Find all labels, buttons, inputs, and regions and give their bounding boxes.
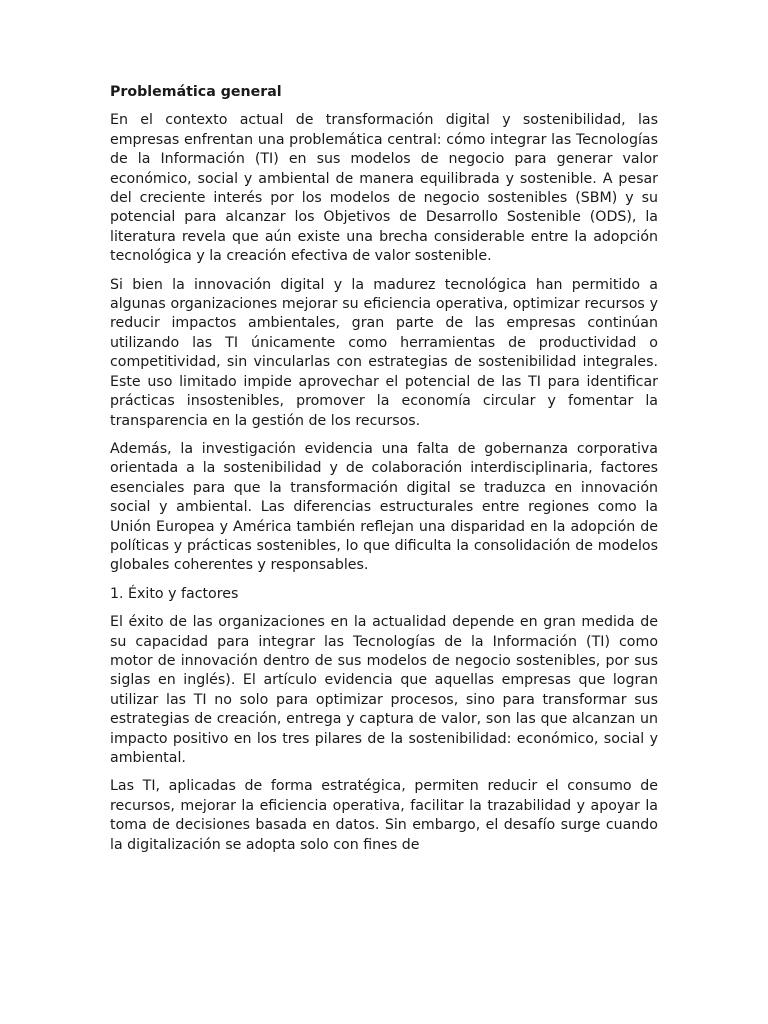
- document-page: [110, 83, 658, 864]
- document-title: Problemática general: [110, 84, 282, 100]
- section-heading: 1. Éxito y factores: [110, 585, 239, 602]
- paragraph: El éxito de las organizaciones en la actualidad depende en gran medida de su capacidad para integrar las Tecnologías de la Información (TI) como motor de innovación dentro de sus modelos de negocio sostenibles, por sus siglas en inglés). El artículo evidencia que aquellas empresas que logran utilizar las TI no solo para optimizar procesos, sino para transformar sus estrategias de creación, entrega y captura de valor, son las que alcanzan un impacto positivo en los tres pilares de la sostenibilidad: económico, social y ambiental.: [110, 614, 658, 766]
- paragraph: Además, la investigación evidencia una falta de gobernanza corporativa orientada a la sostenibilidad y de colaboración interdisciplinaria, factores esenciales para que la transformación digital se traduzca en innovación social y ambiental. Las diferencias estructurales entre regiones como la Unión Europea y América también reflejan una disparidad en la adopción de políticas y prácticas sostenibles, lo que dificulta la consolidación de modelos globales coherentes y responsables.: [110, 440, 658, 574]
- paragraph: Si bien la innovación digital y la madurez tecnológica han permitido a algunas organizaciones mejorar su eficiencia operativa, optimizar recursos y reducir impactos ambientales, gran parte de las empresas continúan utilizando las TI únicamente como herramientas de productividad o competitividad, sin vincularlas con estrategias de sostenibilidad integrales. Este uso limitado impide aprovechar el potencial de las TI para identificar prácticas insostenibles, promover la economía circular y fomentar la transparencia en la gestión de los recursos.: [110, 276, 658, 429]
- paragraph: En el contexto actual de transformación digital y sostenibilidad, las empresas enfrentan una problemática central: cómo integrar las Tecnologías de la Información (TI) en sus modelos de negocio para generar valor económico, social y ambiental de manera equilibrada y sostenible. A pesar del creciente interés por los modelos de negocio sostenibles (SBM) y su potencial para alcanzar los Objetivos de Desarrollo Sostenible (ODS), la literatura revela que aún existe una brecha considerable entre la adopción tecnológica y la creación efectiva de valor sostenible.: [110, 112, 658, 265]
- paragraph: Las TI, aplicadas de forma estratégica, permiten reducir el consumo de recursos, mejorar la eficiencia operativa, facilitar la trazabilidad y apoyar la toma de decisiones basada en datos. Sin embargo, el desafío surge cuando la digitalización se adopta solo con fines de: [110, 778, 658, 853]
